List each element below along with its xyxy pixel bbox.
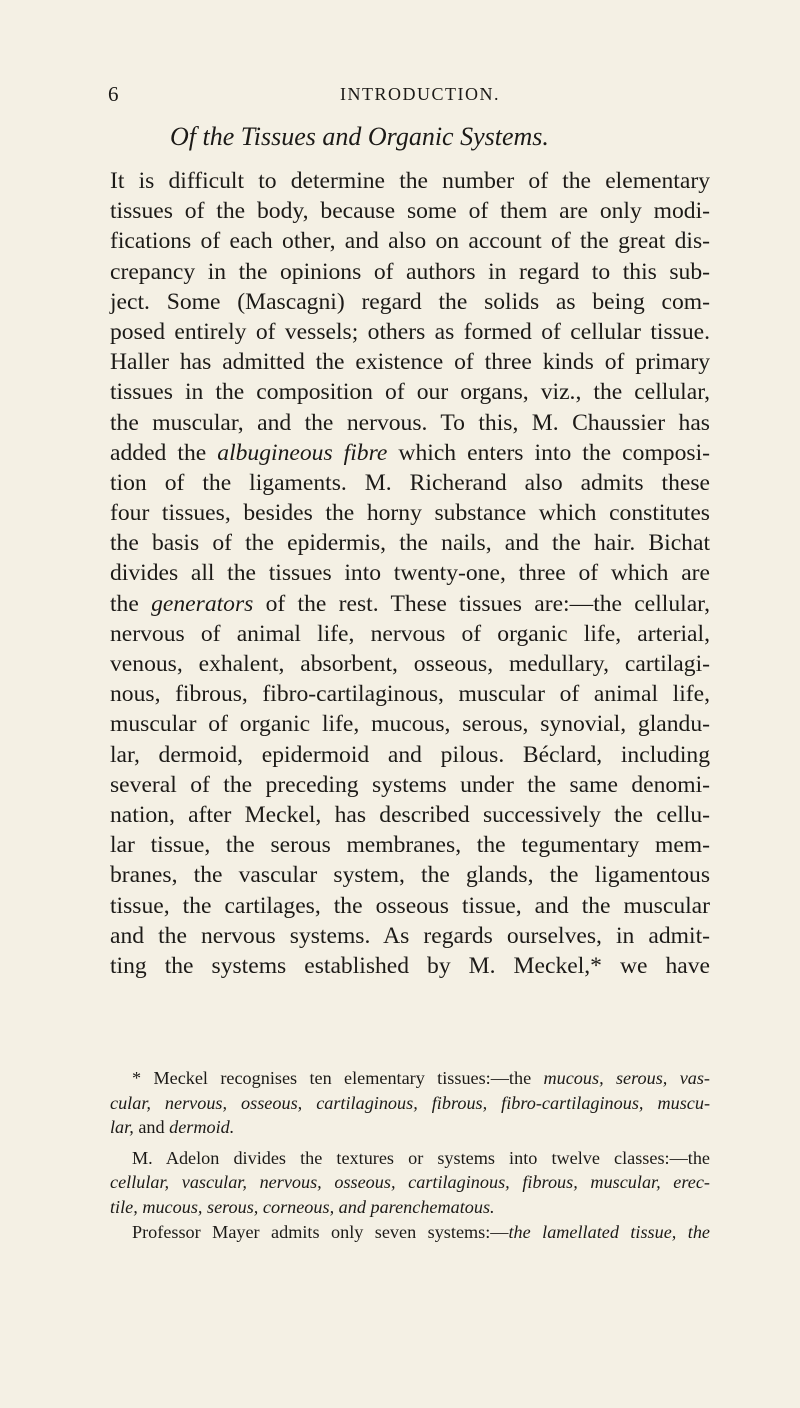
body-line: nervous of animal life, nervous of organic life, arterial, [110, 620, 710, 647]
body-line: venous, exhalent, absorbent, osseous, medullary, cartilagi- [110, 651, 710, 677]
body-line: the basis of the epidermis, the nails, and the hair. Bichat [110, 530, 710, 557]
footnote-line [110, 1115, 710, 1140]
body-text-run: of the rest. These tissues are:—the cellular, [253, 590, 710, 617]
body-line: and the nervous systems. As regards ourselves, in admit- [110, 922, 710, 949]
footnote-line [110, 1220, 710, 1245]
body-line: the muscular, and the nervous. To this, M. Chaussier has [110, 409, 710, 436]
body-line: nation, after Meckel, has described successively the cellu- [110, 801, 710, 828]
body-line [110, 589, 710, 619]
running-title: INTRODUCTION. [340, 84, 500, 104]
body-line: ject. Some (Mascagni) regard the solids as being com- [110, 288, 710, 315]
page-number: 6 [108, 82, 120, 106]
footnote-text: Professor Mayer admits only seven systems:— [132, 1221, 509, 1242]
body-line: tion of the ligaments. M. Richerand also admits these [110, 469, 710, 496]
body-line: tissues in the composition of our organs, viz., the cellular, [110, 379, 710, 406]
footnote-line: cellular, vascular, nervous, osseous, cartilaginous, fibrous, muscular, erec- [110, 1172, 710, 1193]
footnote-line [110, 1066, 710, 1091]
body-text-run: the [110, 590, 152, 617]
body-line: tissues of the body, because some of them are only modi- [110, 198, 710, 225]
footnote-text: and [133, 1117, 170, 1138]
footnote-line: tile, mucous, serous, corneous, and parenchematous. [110, 1196, 495, 1217]
body-line: ting the systems established by M. Meckel,* we have [110, 952, 710, 979]
running-head [108, 82, 708, 106]
body-line: nous, fibrous, fibro-cartilaginous, muscular of animal life, [110, 681, 710, 708]
body-line: divides all the tissues into twenty-one, three of which are [110, 560, 710, 587]
footnotes [110, 1066, 710, 1244]
italic-term: albugineous fibre [217, 439, 388, 466]
body-line: branes, the vascular system, the glands, the ligamentous [110, 862, 710, 889]
body-text-run: added the [110, 439, 218, 466]
footnote-italic: lar, [110, 1117, 134, 1138]
footnote-line: cular, nervous, osseous, cartilaginous, fibrous, fibro-cartilaginous, muscu- [110, 1092, 710, 1113]
body-line: It is difficult to determine the number of the elementary [110, 168, 710, 194]
footnote-italic: the lamellated tissue, the [508, 1221, 711, 1242]
footnote-text: * Meckel recognises ten elementary tissues:—the [132, 1068, 544, 1088]
body-line: tissue, the cartilages, the osseous tissue, and the muscular [110, 892, 710, 919]
body-line: crepancy in the opinions of authors in regard to this sub- [110, 258, 710, 285]
body-line: several of the preceding systems under the same denomi- [110, 771, 710, 798]
body-line: lar, dermoid, epidermoid and pilous. Béclard, including [110, 741, 710, 768]
footnote-italic: mucous, serous, vas- [543, 1068, 710, 1088]
body-text-run: which enters into the composi- [387, 439, 710, 466]
body-line: Haller has admitted the existence of three kinds of primary [110, 349, 710, 376]
body-line: posed entirely of vessels; others as formed of cellular tissue. [110, 318, 710, 345]
section-heading: Of the Tissues and Organic Systems. [170, 122, 549, 151]
body-line [110, 438, 710, 468]
body-text [110, 166, 710, 981]
body-line: lar tissue, the serous membranes, the tegumentary mem- [110, 832, 710, 859]
body-line: four tissues, besides the horny substance which constitutes [110, 500, 710, 527]
body-line: fications of each other, and also on account of the great dis- [110, 228, 710, 255]
italic-term: generators [151, 590, 254, 617]
footnote-line: M. Adelon divides the textures or systems into twelve classes:—the [132, 1147, 710, 1168]
footnote-italic: dermoid. [169, 1117, 235, 1138]
body-line: muscular of organic life, mucous, serous, synovial, glandu- [110, 711, 710, 738]
